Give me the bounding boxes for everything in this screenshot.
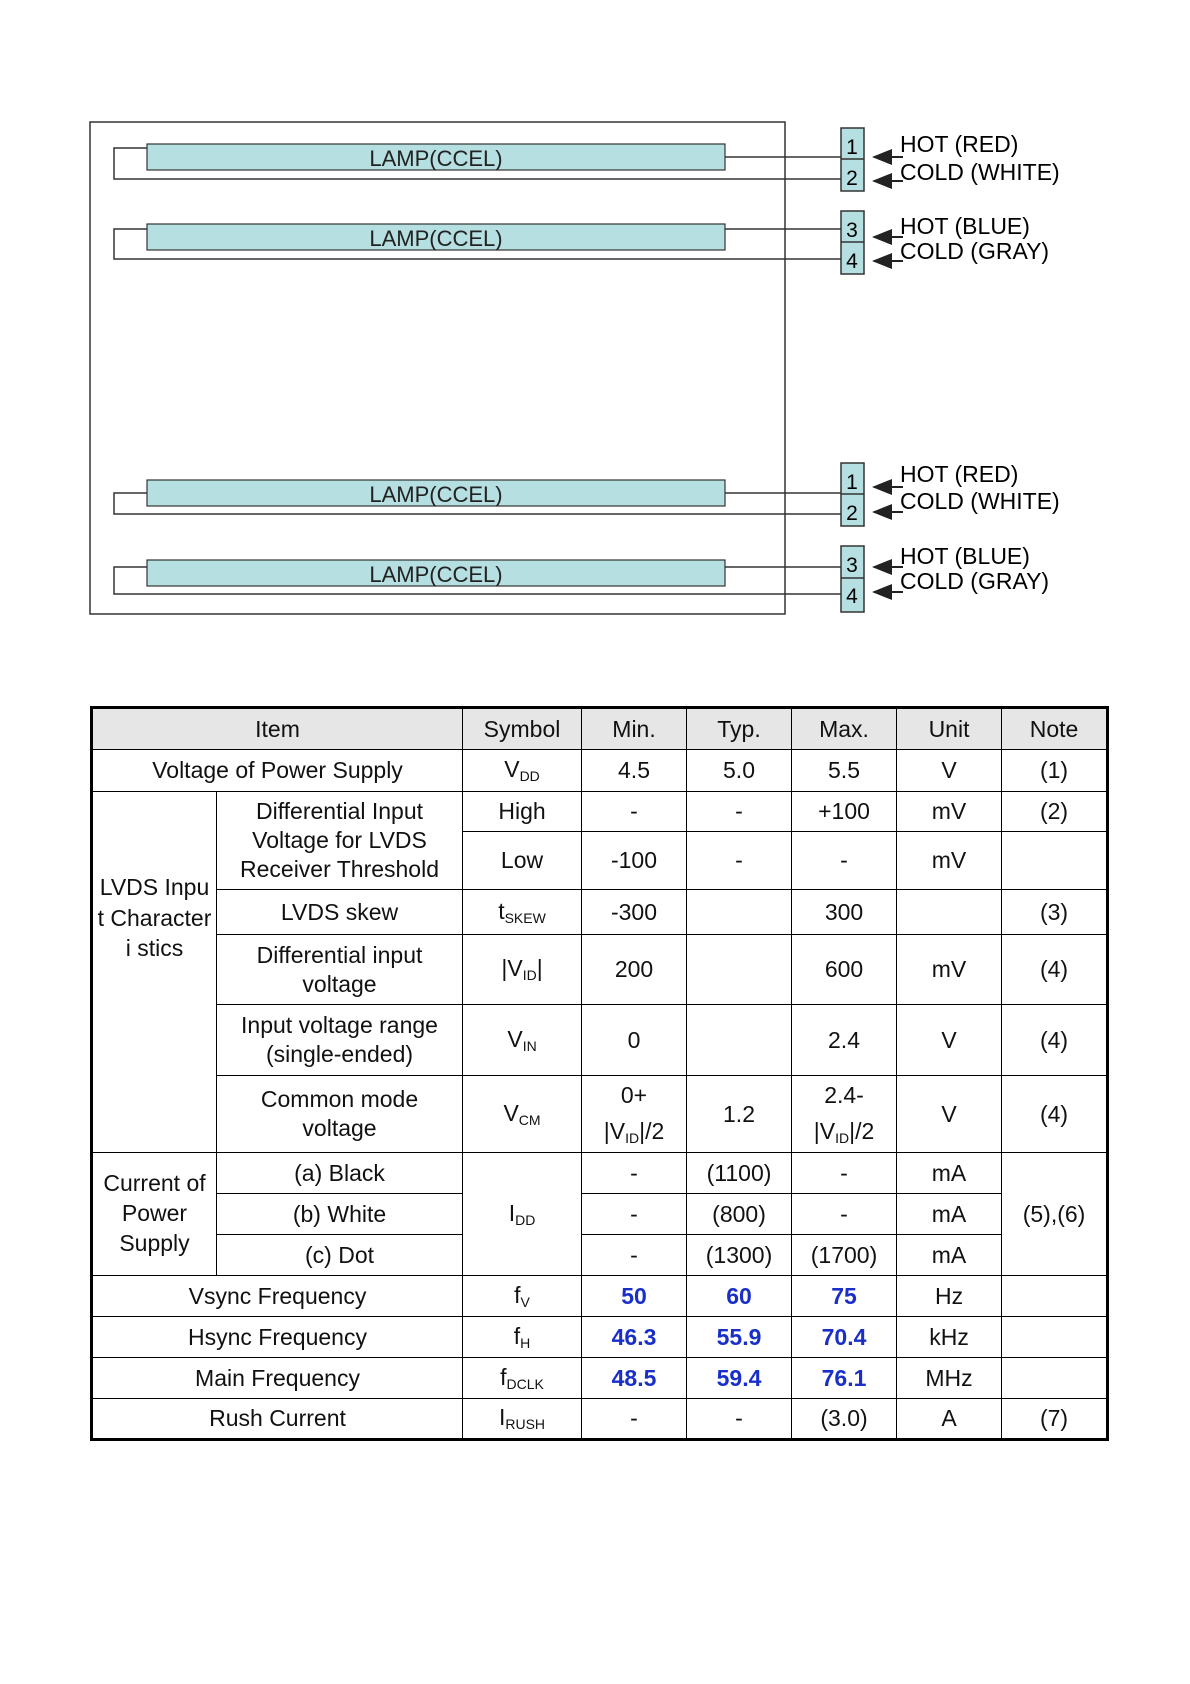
item-cell: Rush Current (92, 1399, 463, 1440)
hot-wire-label: HOT (BLUE) (900, 213, 1030, 239)
note-cell: (4) (1002, 1076, 1108, 1153)
min-cell: - (582, 1235, 687, 1276)
header-typ: Typ. (687, 708, 792, 750)
min-cell: - (582, 792, 687, 832)
item-cell: Common mode voltage (217, 1076, 463, 1153)
symbol-cell: $|V_{ID}|$ (463, 935, 582, 1005)
typ-cell: (1100) (687, 1153, 792, 1194)
note-cell: (3) (1002, 890, 1108, 935)
header-min: Min. (582, 708, 687, 750)
typ-cell: - (687, 832, 792, 890)
lamp-label: LAMP(CCEL) (369, 146, 503, 171)
max-cell: - (792, 1194, 897, 1235)
cold-wire-label: COLD (GRAY) (900, 238, 1050, 264)
item-cell: Input voltage range (single-ended) (217, 1005, 463, 1076)
table-row (92, 1153, 1108, 1194)
typ-cell: 1.2 (687, 1076, 792, 1153)
header-max: Max. (792, 708, 897, 750)
current-group-label: Current of Power Supply (92, 1153, 217, 1276)
unit-cell: mA (897, 1194, 1002, 1235)
max-cell: - (792, 832, 897, 890)
symbol-cell: Low (463, 832, 582, 890)
item-cell: Hsync Frequency (92, 1317, 463, 1358)
unit-cell: Hz (897, 1276, 1002, 1317)
note-cell: (2) (1002, 792, 1108, 832)
unit-cell: MHz (897, 1358, 1002, 1399)
typ-cell: 55.9 (687, 1317, 792, 1358)
typ-cell: (800) (687, 1194, 792, 1235)
max-cell: 70.4 (792, 1317, 897, 1358)
pin-number: 3 (846, 554, 858, 577)
pin-number: 3 (846, 219, 858, 242)
min-cell: 4.5 (582, 750, 687, 792)
min-cell: 48.5 (582, 1358, 687, 1399)
note-cell: (1) (1002, 750, 1108, 792)
table-row (92, 1235, 1108, 1276)
item-cell: Vsync Frequency (92, 1276, 463, 1317)
typ-cell: - (687, 1399, 792, 1440)
symbol-cell: High (463, 792, 582, 832)
min-cell: -300 (582, 890, 687, 935)
table-row (92, 890, 1108, 935)
typ-cell: 60 (687, 1276, 792, 1317)
unit-cell: A (897, 1399, 1002, 1440)
unit-cell: V (897, 1005, 1002, 1076)
min-cell: 50 (582, 1276, 687, 1317)
lamp-4 (114, 560, 841, 594)
min-cell: 200 (582, 935, 687, 1005)
min-cell: - (582, 1399, 687, 1440)
lamp-label: LAMP(CCEL) (369, 562, 503, 587)
connector-1 (841, 128, 1060, 191)
table-row (92, 1317, 1108, 1358)
item-cell: LVDS skew (217, 890, 463, 935)
item-cell: Differential input voltage (217, 935, 463, 1005)
max-cell: 300 (792, 890, 897, 935)
lamp-label: LAMP(CCEL) (369, 482, 503, 507)
symbol-cell: $f_V$ (463, 1276, 582, 1317)
typ-cell: 5.0 (687, 750, 792, 792)
table-header-row (92, 708, 1108, 750)
note-cell (1002, 1358, 1108, 1399)
cold-wire-label: COLD (GRAY) (900, 568, 1050, 594)
pin-number: 1 (846, 136, 858, 159)
max-cell: 600 (792, 935, 897, 1005)
item-cell: Voltage of Power Supply (92, 750, 463, 792)
table-row (92, 1076, 1108, 1153)
unit-cell: V (897, 750, 1002, 792)
item-cell: Differential Input Voltage for LVDS Receiver Threshold (217, 792, 463, 890)
note-cell: (4) (1002, 935, 1108, 1005)
typ-cell: (1300) (687, 1235, 792, 1276)
max-cell: 76.1 (792, 1358, 897, 1399)
typ-cell (687, 1005, 792, 1076)
header-unit: Unit (897, 708, 1002, 750)
max-cell: (3.0) (792, 1399, 897, 1440)
pin-number: 2 (846, 502, 858, 525)
note-cell (1002, 1276, 1108, 1317)
unit-cell: mV (897, 832, 1002, 890)
lamp-wiring-diagram (0, 0, 1190, 650)
header-note: Note (1002, 708, 1108, 750)
min-cell: 0+ $|V_{ID}|/2$ (582, 1076, 687, 1153)
unit-cell: kHz (897, 1317, 1002, 1358)
table-row (92, 1194, 1108, 1235)
pin-number: 4 (846, 250, 858, 273)
symbol-cell: $f_{DCLK}$ (463, 1358, 582, 1399)
lamp-2 (114, 224, 841, 259)
header-symbol: Symbol (463, 708, 582, 750)
table-row (92, 1276, 1108, 1317)
min-cell: 46.3 (582, 1317, 687, 1358)
typ-cell: - (687, 792, 792, 832)
connector-3 (841, 461, 1060, 526)
typ-cell: 59.4 (687, 1358, 792, 1399)
lamp-1 (114, 144, 841, 179)
symbol-cell: $f_H$ (463, 1317, 582, 1358)
note-cell (1002, 832, 1108, 890)
hot-wire-label: HOT (BLUE) (900, 543, 1030, 569)
typ-cell (687, 935, 792, 1005)
max-cell: 2.4- $|V_{ID}|/2$ (792, 1076, 897, 1153)
pin-number: 4 (846, 585, 858, 608)
cold-wire-label: COLD (WHITE) (900, 488, 1060, 514)
table-row (92, 792, 1108, 832)
header-item: Item (92, 708, 463, 750)
symbol-cell: $V_{CM}$ (463, 1076, 582, 1153)
unit-cell: mV (897, 792, 1002, 832)
unit-cell: mV (897, 935, 1002, 1005)
min-cell: 0 (582, 1005, 687, 1076)
max-cell: 2.4 (792, 1005, 897, 1076)
max-cell: 5.5 (792, 750, 897, 792)
hot-wire-label: HOT (RED) (900, 131, 1019, 157)
symbol-cell: $I_{RUSH}$ (463, 1399, 582, 1440)
pin-number: 2 (846, 167, 858, 190)
table-row (92, 750, 1108, 792)
symbol-cell: $V_{DD}$ (463, 750, 582, 792)
table-row (92, 935, 1108, 1005)
item-cell: (a) Black (217, 1153, 463, 1194)
max-cell: +100 (792, 792, 897, 832)
symbol-cell: $I_{DD}$ (463, 1153, 582, 1276)
note-cell: (5),(6) (1002, 1153, 1108, 1276)
table-row (92, 1399, 1108, 1440)
electrical-spec-table (90, 706, 1109, 1441)
item-cell: (b) White (217, 1194, 463, 1235)
symbol-cell: $V_{IN}$ (463, 1005, 582, 1076)
note-cell: (4) (1002, 1005, 1108, 1076)
item-cell: Main Frequency (92, 1358, 463, 1399)
unit-cell: V (897, 1076, 1002, 1153)
connector-2 (841, 211, 1049, 274)
note-cell (1002, 1317, 1108, 1358)
lvds-group-label: LVDS Input Characteri stics (92, 792, 217, 1153)
unit-cell: mA (897, 1153, 1002, 1194)
min-cell: -100 (582, 832, 687, 890)
typ-cell (687, 890, 792, 935)
min-cell: - (582, 1153, 687, 1194)
min-cell: - (582, 1194, 687, 1235)
cold-wire-label: COLD (WHITE) (900, 159, 1060, 185)
pin-number: 1 (846, 471, 858, 494)
lamp-label: LAMP(CCEL) (369, 226, 503, 251)
max-cell: (1700) (792, 1235, 897, 1276)
max-cell: - (792, 1153, 897, 1194)
unit-cell (897, 890, 1002, 935)
note-cell: (7) (1002, 1399, 1108, 1440)
symbol-cell: $t_{SKEW}$ (463, 890, 582, 935)
hot-wire-label: HOT (RED) (900, 461, 1019, 487)
item-cell: (c) Dot (217, 1235, 463, 1276)
backlight-frame (90, 122, 785, 614)
max-cell: 75 (792, 1276, 897, 1317)
table-row (92, 1005, 1108, 1076)
lamp-3 (114, 480, 841, 514)
table-row (92, 1358, 1108, 1399)
connector-4 (841, 543, 1049, 612)
unit-cell: mA (897, 1235, 1002, 1276)
